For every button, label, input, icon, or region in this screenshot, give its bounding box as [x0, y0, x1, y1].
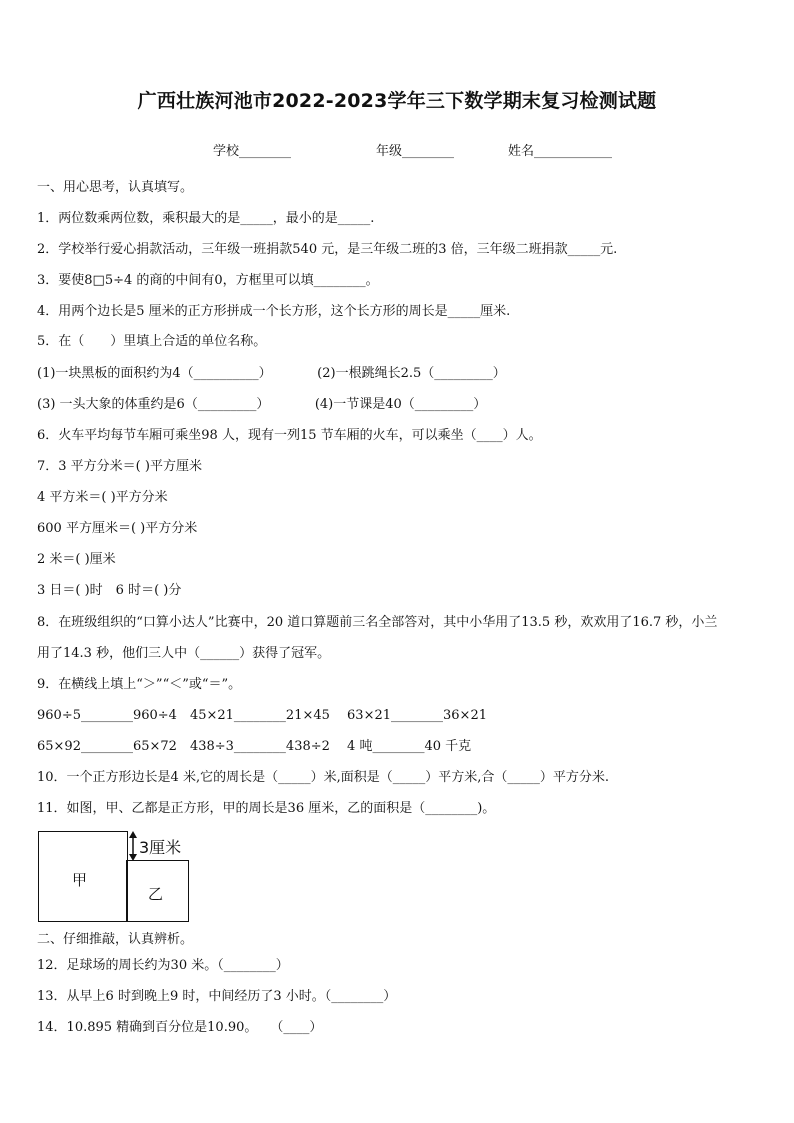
question-1: 1．两位数乘两位数，乘积最大的是_____，最小的是_____. [37, 211, 375, 226]
question-10: 10．一个正方形边长是4 米,它的周长是（_____）米,面积是（_____）平方米,合（_____）平方分米. [37, 770, 609, 785]
question-9: 9．在横线上填上“＞”“＜”或“＝”。 [37, 677, 242, 692]
question-9-row-1: 960÷5________960÷4 45×21________21×45 63×21________36×21 [37, 708, 487, 723]
question-2: 2．学校举行爱心捐款活动，三年级一班捐款540 元，是三年级二班的3 倍，三年级二班捐款_____元. [37, 242, 618, 257]
question-13: 13．从早上6 时到晚上9 时，中间经历了3 小时。（________） [37, 989, 397, 1004]
question-5-row-1: (1)一块黑板的面积约为4（__________） (2)一根跳绳长2.5（_________） [37, 366, 506, 381]
school-field: 学校________ [213, 144, 292, 159]
question-11: 11．如图，甲、乙都是正方形，甲的周长是36 厘米，乙的面积是（________)。 [37, 801, 496, 816]
question-5-row-2: (3) 一头大象的体重约是6（_________） (4)一节课是40（_________） [37, 397, 487, 412]
question-7-part-5: 3 日＝( )时 6 时＝( )分 [37, 583, 182, 598]
page-title: 广西壮族河池市2022-2023学年三下数学期末复习检测试题 [137, 90, 657, 112]
section-1-heading: 一、用心思考，认真填写。 [37, 180, 194, 195]
label-dimension: 3厘米 [139, 838, 182, 857]
section-2-heading: 二、仔细推敲，认真辨析。 [37, 932, 194, 947]
question-7-part-3: 600 平方厘米＝( )平方分米 [37, 521, 198, 536]
question-5: 5．在（ ）里填上合适的单位名称。 [37, 334, 267, 349]
name-field: 姓名____________ [508, 144, 613, 159]
question-7: 7．3 平方分米＝( )平方厘米 [37, 459, 202, 474]
question-12: 12．足球场的周长约为30 米。（________） [37, 958, 289, 973]
question-8-cont: 用了14.3 秒，他们三人中（______）获得了冠军。 [37, 646, 331, 661]
question-14: 14．10.895 精确到百分位是10.90。 （____） [37, 1020, 323, 1035]
question-8: 8．在班级组织的“口算小达人”比赛中，20 道口算题前三名全部答对，其中小华用了13.5 秒，欢欢用了16.7 秒，小兰 [37, 615, 718, 630]
question-7-part-4: 2 米＝( )厘米 [37, 552, 116, 567]
grade-field: 年级________ [376, 144, 455, 159]
question-7-part-2: 4 平方米＝( )平方分米 [37, 490, 168, 505]
label-yi: 乙 [148, 885, 164, 903]
dimension-arrow-icon [126, 831, 140, 861]
question-6: 6．火车平均每节车厢可乘坐98 人，现有一列15 节车厢的火车，可以乘坐（____）人。 [37, 428, 542, 443]
question-4: 4．用两个边长是5 厘米的正方形拼成一个长方形，这个长方形的周长是_____厘米. [37, 304, 511, 319]
question-3: 3．要使8□5÷4 的商的中间有0，方框里可以填________。 [37, 273, 379, 288]
squares-figure [38, 831, 190, 922]
question-9-row-2: 65×92________65×72 438÷3________438÷2 4 吨________40 千克 [37, 739, 472, 754]
label-jia: 甲 [72, 871, 88, 889]
